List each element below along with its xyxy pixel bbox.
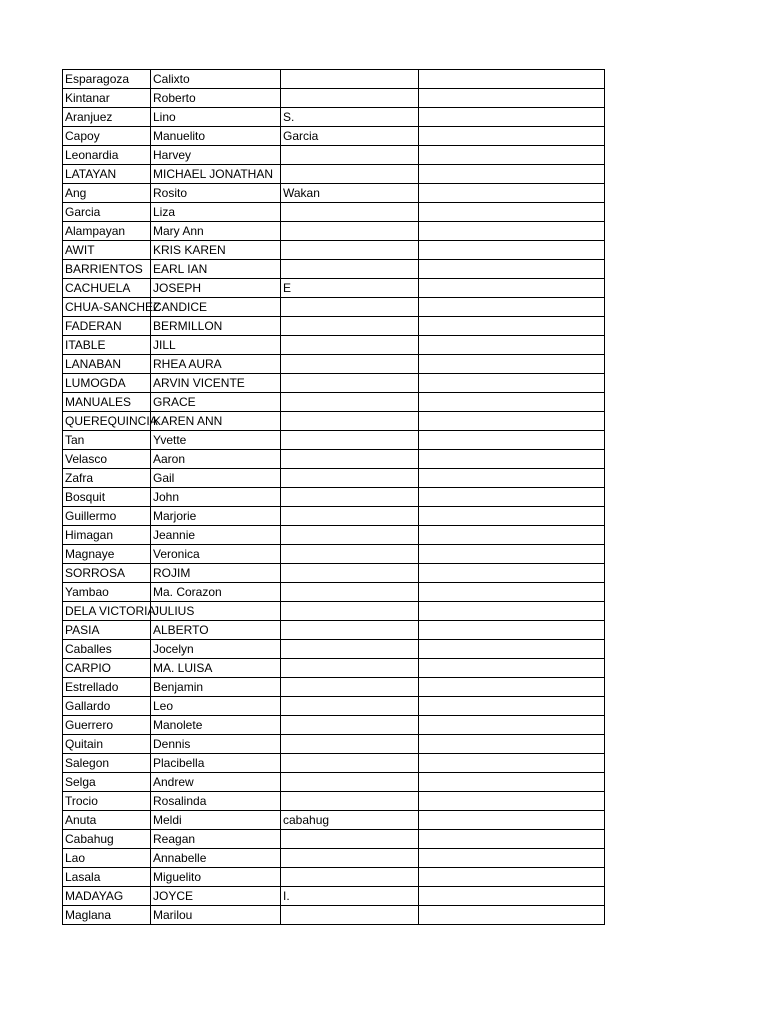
- last-name-cell[interactable]: Ang: [63, 184, 151, 203]
- extra-cell[interactable]: [419, 70, 605, 89]
- extra-cell[interactable]: [419, 868, 605, 887]
- table-row: [63, 754, 605, 773]
- middle-name-cell[interactable]: Wakan: [281, 184, 419, 203]
- middle-name-cell[interactable]: [281, 773, 419, 792]
- middle-name-cell[interactable]: E: [281, 279, 419, 298]
- last-name-cell[interactable]: Kintanar: [63, 89, 151, 108]
- middle-name-cell[interactable]: [281, 450, 419, 469]
- extra-cell[interactable]: [419, 602, 605, 621]
- first-name-cell[interactable]: Meldi: [151, 811, 281, 830]
- extra-cell[interactable]: [419, 754, 605, 773]
- middle-name-cell[interactable]: [281, 697, 419, 716]
- middle-name-cell[interactable]: Garcia: [281, 127, 419, 146]
- table-row: [63, 697, 605, 716]
- first-name-cell[interactable]: Lino: [151, 108, 281, 127]
- extra-cell[interactable]: [419, 393, 605, 412]
- last-name-cell[interactable]: AWIT: [63, 241, 151, 260]
- last-name-cell[interactable]: Salegon: [63, 754, 151, 773]
- last-name-cell[interactable]: MADAYAG: [63, 887, 151, 906]
- first-name-cell[interactable]: KAREN ANN: [151, 412, 281, 431]
- extra-cell[interactable]: [419, 241, 605, 260]
- first-name-cell[interactable]: Roberto: [151, 89, 281, 108]
- extra-cell[interactable]: [419, 583, 605, 602]
- first-name-cell[interactable]: Calixto: [151, 70, 281, 89]
- first-name-cell[interactable]: Placibella: [151, 754, 281, 773]
- extra-cell[interactable]: [419, 279, 605, 298]
- middle-name-cell[interactable]: [281, 640, 419, 659]
- last-name-cell[interactable]: LUMOGDA: [63, 374, 151, 393]
- first-name-cell[interactable]: JILL: [151, 336, 281, 355]
- first-name-cell[interactable]: John: [151, 488, 281, 507]
- last-name-cell[interactable]: Yambao: [63, 583, 151, 602]
- first-name-cell[interactable]: Rosalinda: [151, 792, 281, 811]
- table-row: [63, 716, 605, 735]
- last-name-cell[interactable]: Esparagoza: [63, 70, 151, 89]
- extra-cell[interactable]: [419, 735, 605, 754]
- table-row: [63, 602, 605, 621]
- extra-cell[interactable]: [419, 906, 605, 925]
- extra-cell[interactable]: [419, 792, 605, 811]
- middle-name-cell[interactable]: S.: [281, 108, 419, 127]
- extra-cell[interactable]: [419, 108, 605, 127]
- extra-cell[interactable]: [419, 488, 605, 507]
- table-row: [63, 336, 605, 355]
- extra-cell[interactable]: [419, 450, 605, 469]
- first-name-cell[interactable]: JULIUS: [151, 602, 281, 621]
- last-name-cell[interactable]: FADERAN: [63, 317, 151, 336]
- first-name-cell[interactable]: Yvette: [151, 431, 281, 450]
- first-name-cell[interactable]: Rosito: [151, 184, 281, 203]
- middle-name-cell[interactable]: [281, 602, 419, 621]
- middle-name-cell[interactable]: [281, 355, 419, 374]
- last-name-cell[interactable]: Bosquit: [63, 488, 151, 507]
- extra-cell[interactable]: [419, 526, 605, 545]
- last-name-cell[interactable]: Zafra: [63, 469, 151, 488]
- first-name-cell[interactable]: Manuelito: [151, 127, 281, 146]
- last-name-cell[interactable]: BARRIENTOS: [63, 260, 151, 279]
- last-name-cell[interactable]: Aranjuez: [63, 108, 151, 127]
- last-name-cell[interactable]: Trocio: [63, 792, 151, 811]
- last-name-cell[interactable]: Tan: [63, 431, 151, 450]
- extra-cell[interactable]: [419, 412, 605, 431]
- table-row: [63, 108, 605, 127]
- extra-cell[interactable]: [419, 621, 605, 640]
- extra-cell[interactable]: [419, 203, 605, 222]
- table-row: [63, 507, 605, 526]
- extra-cell[interactable]: [419, 260, 605, 279]
- last-name-cell[interactable]: Guerrero: [63, 716, 151, 735]
- first-name-cell[interactable]: ALBERTO: [151, 621, 281, 640]
- last-name-cell[interactable]: Lao: [63, 849, 151, 868]
- first-name-cell[interactable]: JOSEPH: [151, 279, 281, 298]
- first-name-cell[interactable]: EARL IAN: [151, 260, 281, 279]
- middle-name-cell[interactable]: [281, 545, 419, 564]
- first-name-cell[interactable]: Manolete: [151, 716, 281, 735]
- table-row: [63, 640, 605, 659]
- table-row: [63, 526, 605, 545]
- extra-cell[interactable]: [419, 89, 605, 108]
- spreadsheet-table: [62, 69, 605, 925]
- table-row: [63, 127, 605, 146]
- extra-cell[interactable]: [419, 849, 605, 868]
- first-name-cell[interactable]: RHEA AURA: [151, 355, 281, 374]
- first-name-cell[interactable]: Dennis: [151, 735, 281, 754]
- first-name-cell[interactable]: Benjamin: [151, 678, 281, 697]
- middle-name-cell[interactable]: [281, 849, 419, 868]
- last-name-cell[interactable]: DELA VICTORIA: [63, 602, 151, 621]
- middle-name-cell[interactable]: [281, 146, 419, 165]
- extra-cell[interactable]: [419, 374, 605, 393]
- middle-name-cell[interactable]: [281, 260, 419, 279]
- extra-cell[interactable]: [419, 222, 605, 241]
- first-name-cell[interactable]: Veronica: [151, 545, 281, 564]
- table-row: [63, 659, 605, 678]
- first-name-cell[interactable]: Mary Ann: [151, 222, 281, 241]
- middle-name-cell[interactable]: [281, 203, 419, 222]
- middle-name-cell[interactable]: [281, 868, 419, 887]
- first-name-cell[interactable]: Reagan: [151, 830, 281, 849]
- last-name-cell[interactable]: Lasala: [63, 868, 151, 887]
- extra-cell[interactable]: [419, 507, 605, 526]
- last-name-cell[interactable]: Garcia: [63, 203, 151, 222]
- table-row: [63, 165, 605, 184]
- table-row: [63, 317, 605, 336]
- last-name-cell[interactable]: Caballes: [63, 640, 151, 659]
- extra-cell[interactable]: [419, 146, 605, 165]
- last-name-cell[interactable]: Capoy: [63, 127, 151, 146]
- middle-name-cell[interactable]: I.: [281, 887, 419, 906]
- last-name-cell[interactable]: Magnaye: [63, 545, 151, 564]
- last-name-cell[interactable]: Quitain: [63, 735, 151, 754]
- extra-cell[interactable]: [419, 317, 605, 336]
- extra-cell[interactable]: [419, 811, 605, 830]
- first-name-cell[interactable]: Aaron: [151, 450, 281, 469]
- table-row: [63, 431, 605, 450]
- middle-name-cell[interactable]: [281, 583, 419, 602]
- table-row: [63, 89, 605, 108]
- table-row: [63, 545, 605, 564]
- table-row: [63, 450, 605, 469]
- last-name-cell[interactable]: LATAYAN: [63, 165, 151, 184]
- table-row: [63, 621, 605, 640]
- last-name-cell[interactable]: Selga: [63, 773, 151, 792]
- first-name-cell[interactable]: Jocelyn: [151, 640, 281, 659]
- extra-cell[interactable]: [419, 127, 605, 146]
- table-row: [63, 868, 605, 887]
- spreadsheet-body: [63, 70, 605, 925]
- last-name-cell[interactable]: CHUA-SANCHEZ: [63, 298, 151, 317]
- middle-name-cell[interactable]: [281, 412, 419, 431]
- middle-name-cell[interactable]: [281, 431, 419, 450]
- extra-cell[interactable]: [419, 697, 605, 716]
- last-name-cell[interactable]: Velasco: [63, 450, 151, 469]
- extra-cell[interactable]: [419, 678, 605, 697]
- last-name-cell[interactable]: Guillermo: [63, 507, 151, 526]
- extra-cell[interactable]: [419, 564, 605, 583]
- last-name-cell[interactable]: PASIA: [63, 621, 151, 640]
- table-row: [63, 241, 605, 260]
- middle-name-cell[interactable]: [281, 89, 419, 108]
- last-name-cell[interactable]: Leonardia: [63, 146, 151, 165]
- table-row: [63, 735, 605, 754]
- first-name-cell[interactable]: MA. LUISA: [151, 659, 281, 678]
- first-name-cell[interactable]: Gail: [151, 469, 281, 488]
- middle-name-cell[interactable]: [281, 374, 419, 393]
- table-row: [63, 222, 605, 241]
- middle-name-cell[interactable]: cabahug: [281, 811, 419, 830]
- table-row: [63, 564, 605, 583]
- extra-cell[interactable]: [419, 184, 605, 203]
- middle-name-cell[interactable]: [281, 488, 419, 507]
- extra-cell[interactable]: [419, 336, 605, 355]
- table-row: [63, 355, 605, 374]
- first-name-cell[interactable]: Ma. Corazon: [151, 583, 281, 602]
- extra-cell[interactable]: [419, 830, 605, 849]
- first-name-cell[interactable]: ARVIN VICENTE: [151, 374, 281, 393]
- middle-name-cell[interactable]: [281, 469, 419, 488]
- table-row: [63, 374, 605, 393]
- first-name-cell[interactable]: ROJIM: [151, 564, 281, 583]
- table-row: [63, 830, 605, 849]
- last-name-cell[interactable]: Gallardo: [63, 697, 151, 716]
- first-name-cell[interactable]: GRACE: [151, 393, 281, 412]
- last-name-cell[interactable]: Alampayan: [63, 222, 151, 241]
- extra-cell[interactable]: [419, 640, 605, 659]
- first-name-cell[interactable]: Liza: [151, 203, 281, 222]
- middle-name-cell[interactable]: [281, 792, 419, 811]
- last-name-cell[interactable]: CARPIO: [63, 659, 151, 678]
- extra-cell[interactable]: [419, 887, 605, 906]
- table-row: [63, 849, 605, 868]
- first-name-cell[interactable]: Miguelito: [151, 868, 281, 887]
- last-name-cell[interactable]: QUEREQUINCIA: [63, 412, 151, 431]
- first-name-cell[interactable]: Andrew: [151, 773, 281, 792]
- table-row: [63, 184, 605, 203]
- table-row: [63, 146, 605, 165]
- middle-name-cell[interactable]: [281, 754, 419, 773]
- extra-cell[interactable]: [419, 298, 605, 317]
- last-name-cell[interactable]: Cabahug: [63, 830, 151, 849]
- middle-name-cell[interactable]: [281, 526, 419, 545]
- middle-name-cell[interactable]: [281, 241, 419, 260]
- table-row: [63, 469, 605, 488]
- middle-name-cell[interactable]: [281, 165, 419, 184]
- extra-cell[interactable]: [419, 773, 605, 792]
- table-row: [63, 279, 605, 298]
- middle-name-cell[interactable]: [281, 393, 419, 412]
- table-row: [63, 393, 605, 412]
- middle-name-cell[interactable]: [281, 678, 419, 697]
- table-row: [63, 412, 605, 431]
- middle-name-cell[interactable]: [281, 735, 419, 754]
- table-row: [63, 887, 605, 906]
- table-row: [63, 260, 605, 279]
- first-name-cell[interactable]: Harvey: [151, 146, 281, 165]
- last-name-cell[interactable]: MANUALES: [63, 393, 151, 412]
- first-name-cell[interactable]: Jeannie: [151, 526, 281, 545]
- middle-name-cell[interactable]: [281, 70, 419, 89]
- last-name-cell[interactable]: Anuta: [63, 811, 151, 830]
- first-name-cell[interactable]: Annabelle: [151, 849, 281, 868]
- extra-cell[interactable]: [419, 165, 605, 184]
- table-row: [63, 811, 605, 830]
- last-name-cell[interactable]: SORROSA: [63, 564, 151, 583]
- middle-name-cell[interactable]: [281, 659, 419, 678]
- first-name-cell[interactable]: JOYCE: [151, 887, 281, 906]
- table-row: [63, 488, 605, 507]
- table-row: [63, 298, 605, 317]
- extra-cell[interactable]: [419, 659, 605, 678]
- table-row: [63, 792, 605, 811]
- first-name-cell[interactable]: Marilou: [151, 906, 281, 925]
- extra-cell[interactable]: [419, 431, 605, 450]
- table-row: [63, 906, 605, 925]
- first-name-cell[interactable]: Leo: [151, 697, 281, 716]
- first-name-cell[interactable]: CANDICE: [151, 298, 281, 317]
- middle-name-cell[interactable]: [281, 222, 419, 241]
- middle-name-cell[interactable]: [281, 830, 419, 849]
- first-name-cell[interactable]: MICHAEL JONATHAN: [151, 165, 281, 184]
- extra-cell[interactable]: [419, 545, 605, 564]
- last-name-cell[interactable]: CACHUELA: [63, 279, 151, 298]
- first-name-cell[interactable]: Marjorie: [151, 507, 281, 526]
- first-name-cell[interactable]: BERMILLON: [151, 317, 281, 336]
- table-row: [63, 583, 605, 602]
- middle-name-cell[interactable]: [281, 507, 419, 526]
- last-name-cell[interactable]: Himagan: [63, 526, 151, 545]
- extra-cell[interactable]: [419, 716, 605, 735]
- table-row: [63, 678, 605, 697]
- table-row: [63, 203, 605, 222]
- first-name-cell[interactable]: KRIS KAREN: [151, 241, 281, 260]
- extra-cell[interactable]: [419, 355, 605, 374]
- last-name-cell[interactable]: LANABAN: [63, 355, 151, 374]
- middle-name-cell[interactable]: [281, 564, 419, 583]
- table-row: [63, 70, 605, 89]
- middle-name-cell[interactable]: [281, 317, 419, 336]
- last-name-cell[interactable]: ITABLE: [63, 336, 151, 355]
- last-name-cell[interactable]: Maglana: [63, 906, 151, 925]
- middle-name-cell[interactable]: [281, 906, 419, 925]
- middle-name-cell[interactable]: [281, 621, 419, 640]
- table-row: [63, 773, 605, 792]
- middle-name-cell[interactable]: [281, 298, 419, 317]
- extra-cell[interactable]: [419, 469, 605, 488]
- middle-name-cell[interactable]: [281, 336, 419, 355]
- last-name-cell[interactable]: Estrellado: [63, 678, 151, 697]
- middle-name-cell[interactable]: [281, 716, 419, 735]
